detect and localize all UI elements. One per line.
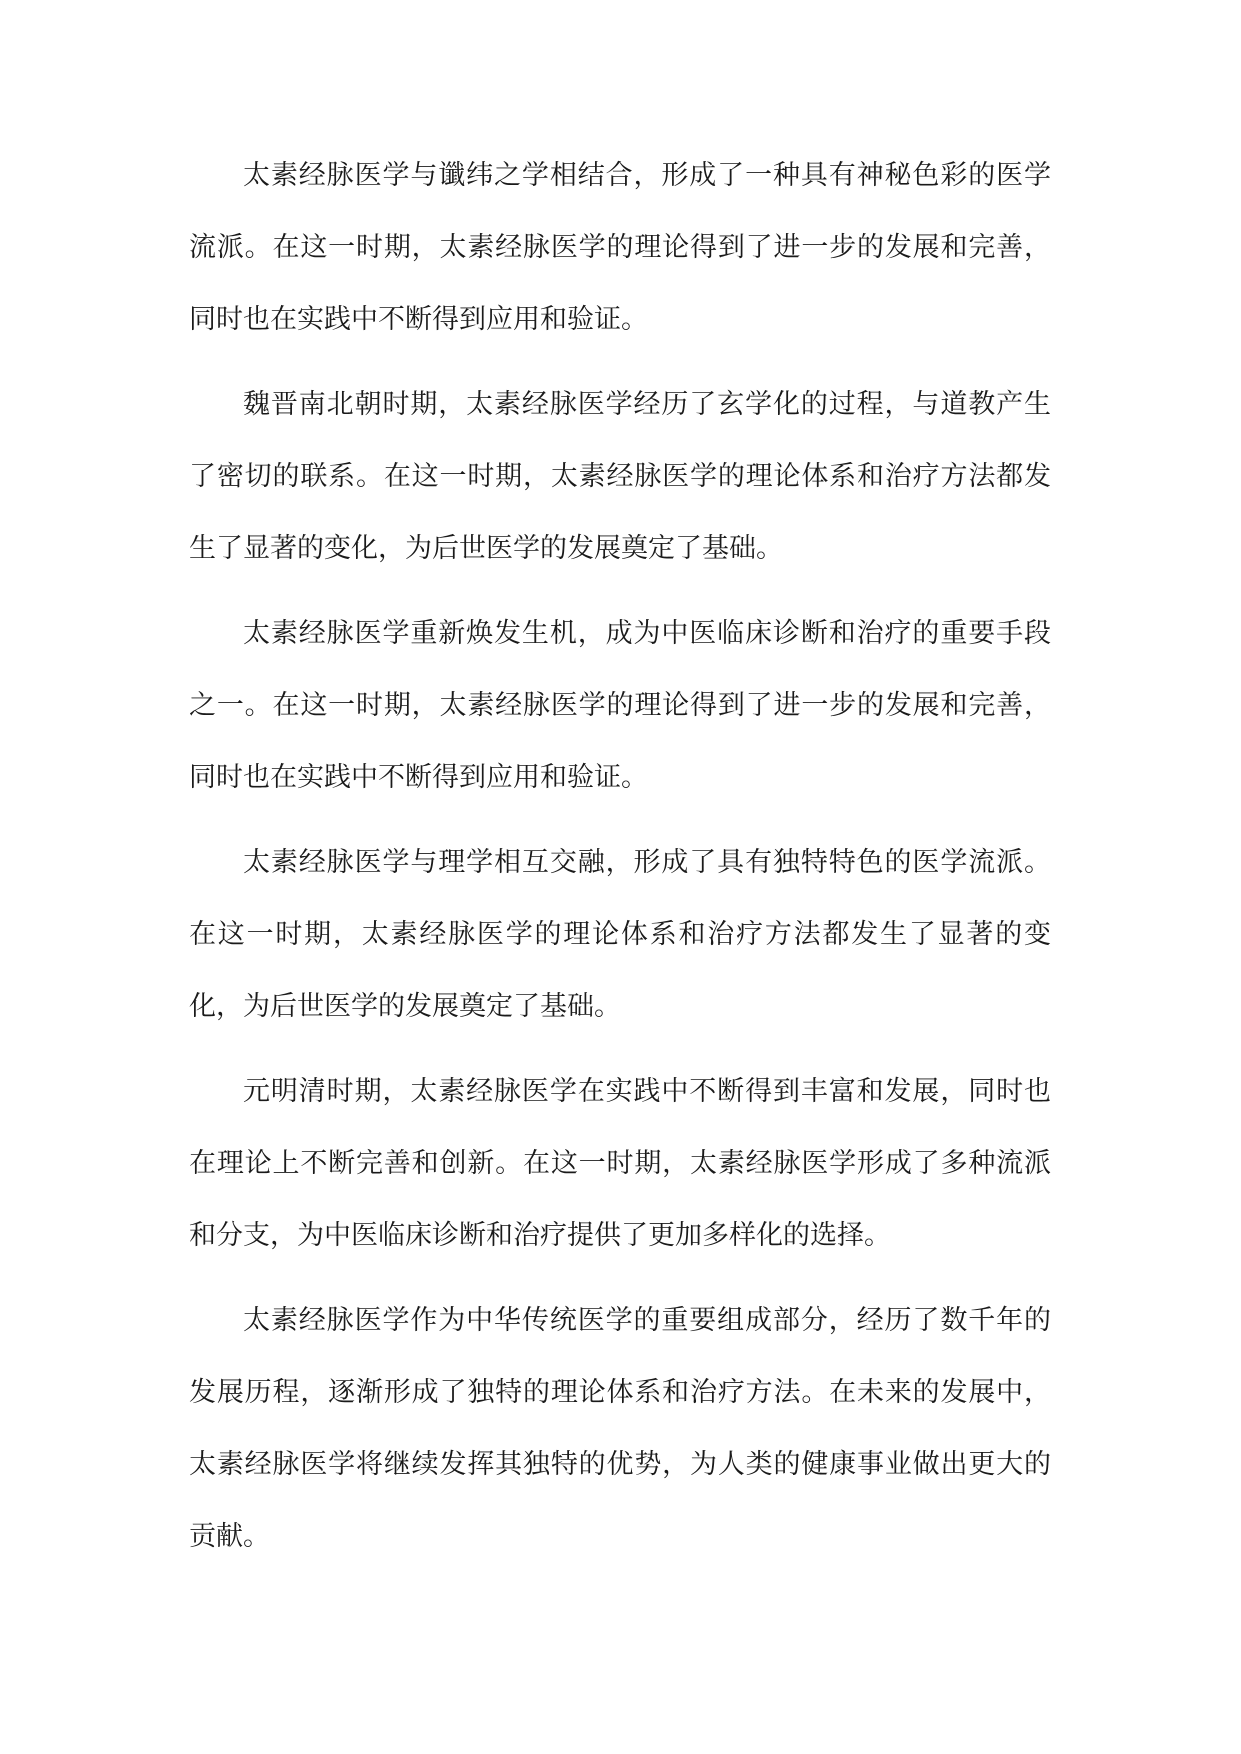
paragraph-6: 太素经脉医学作为中华传统医学的重要组成部分，经历了数千年的发展历程，逐渐形成了独特的理论体系和治疗方法。在未来的发展中，太素经脉医学将继续发挥其独特的优势，为人类的健康事业做出更大的贡献。 — [189, 1305, 1051, 1552]
paragraph-3: 太素经脉医学重新焕发生机，成为中医临床诊断和治疗的重要手段之一。在这一时期，太素经脉医学的理论得到了进一步的发展和完善，同时也在实践中不断得到应用和验证。 — [189, 618, 1051, 793]
paragraph-2: 魏晋南北朝时期，太素经脉医学经历了玄学化的过程，与道教产生了密切的联系。在这一时期，太素经脉医学的理论体系和治疗方法都发生了显著的变化，为后世医学的发展奠定了基础。 — [189, 389, 1051, 564]
paragraph-5: 元明清时期，太素经脉医学在实践中不断得到丰富和发展，同时也在理论上不断完善和创新。在这一时期，太素经脉医学形成了多种流派和分支，为中医临床诊断和治疗提供了更加多样化的选择。 — [189, 1076, 1051, 1251]
paragraph-4: 太素经脉医学与理学相互交融，形成了具有独特特色的医学流派。在这一时期，太素经脉医学的理论体系和治疗方法都发生了显著的变化，为后世医学的发展奠定了基础。 — [189, 847, 1051, 1022]
document-body — [189, 140, 1051, 1586]
paragraph-1: 太素经脉医学与谶纬之学相结合，形成了一种具有神秘色彩的医学流派。在这一时期，太素经脉医学的理论得到了进一步的发展和完善，同时也在实践中不断得到应用和验证。 — [189, 160, 1051, 335]
